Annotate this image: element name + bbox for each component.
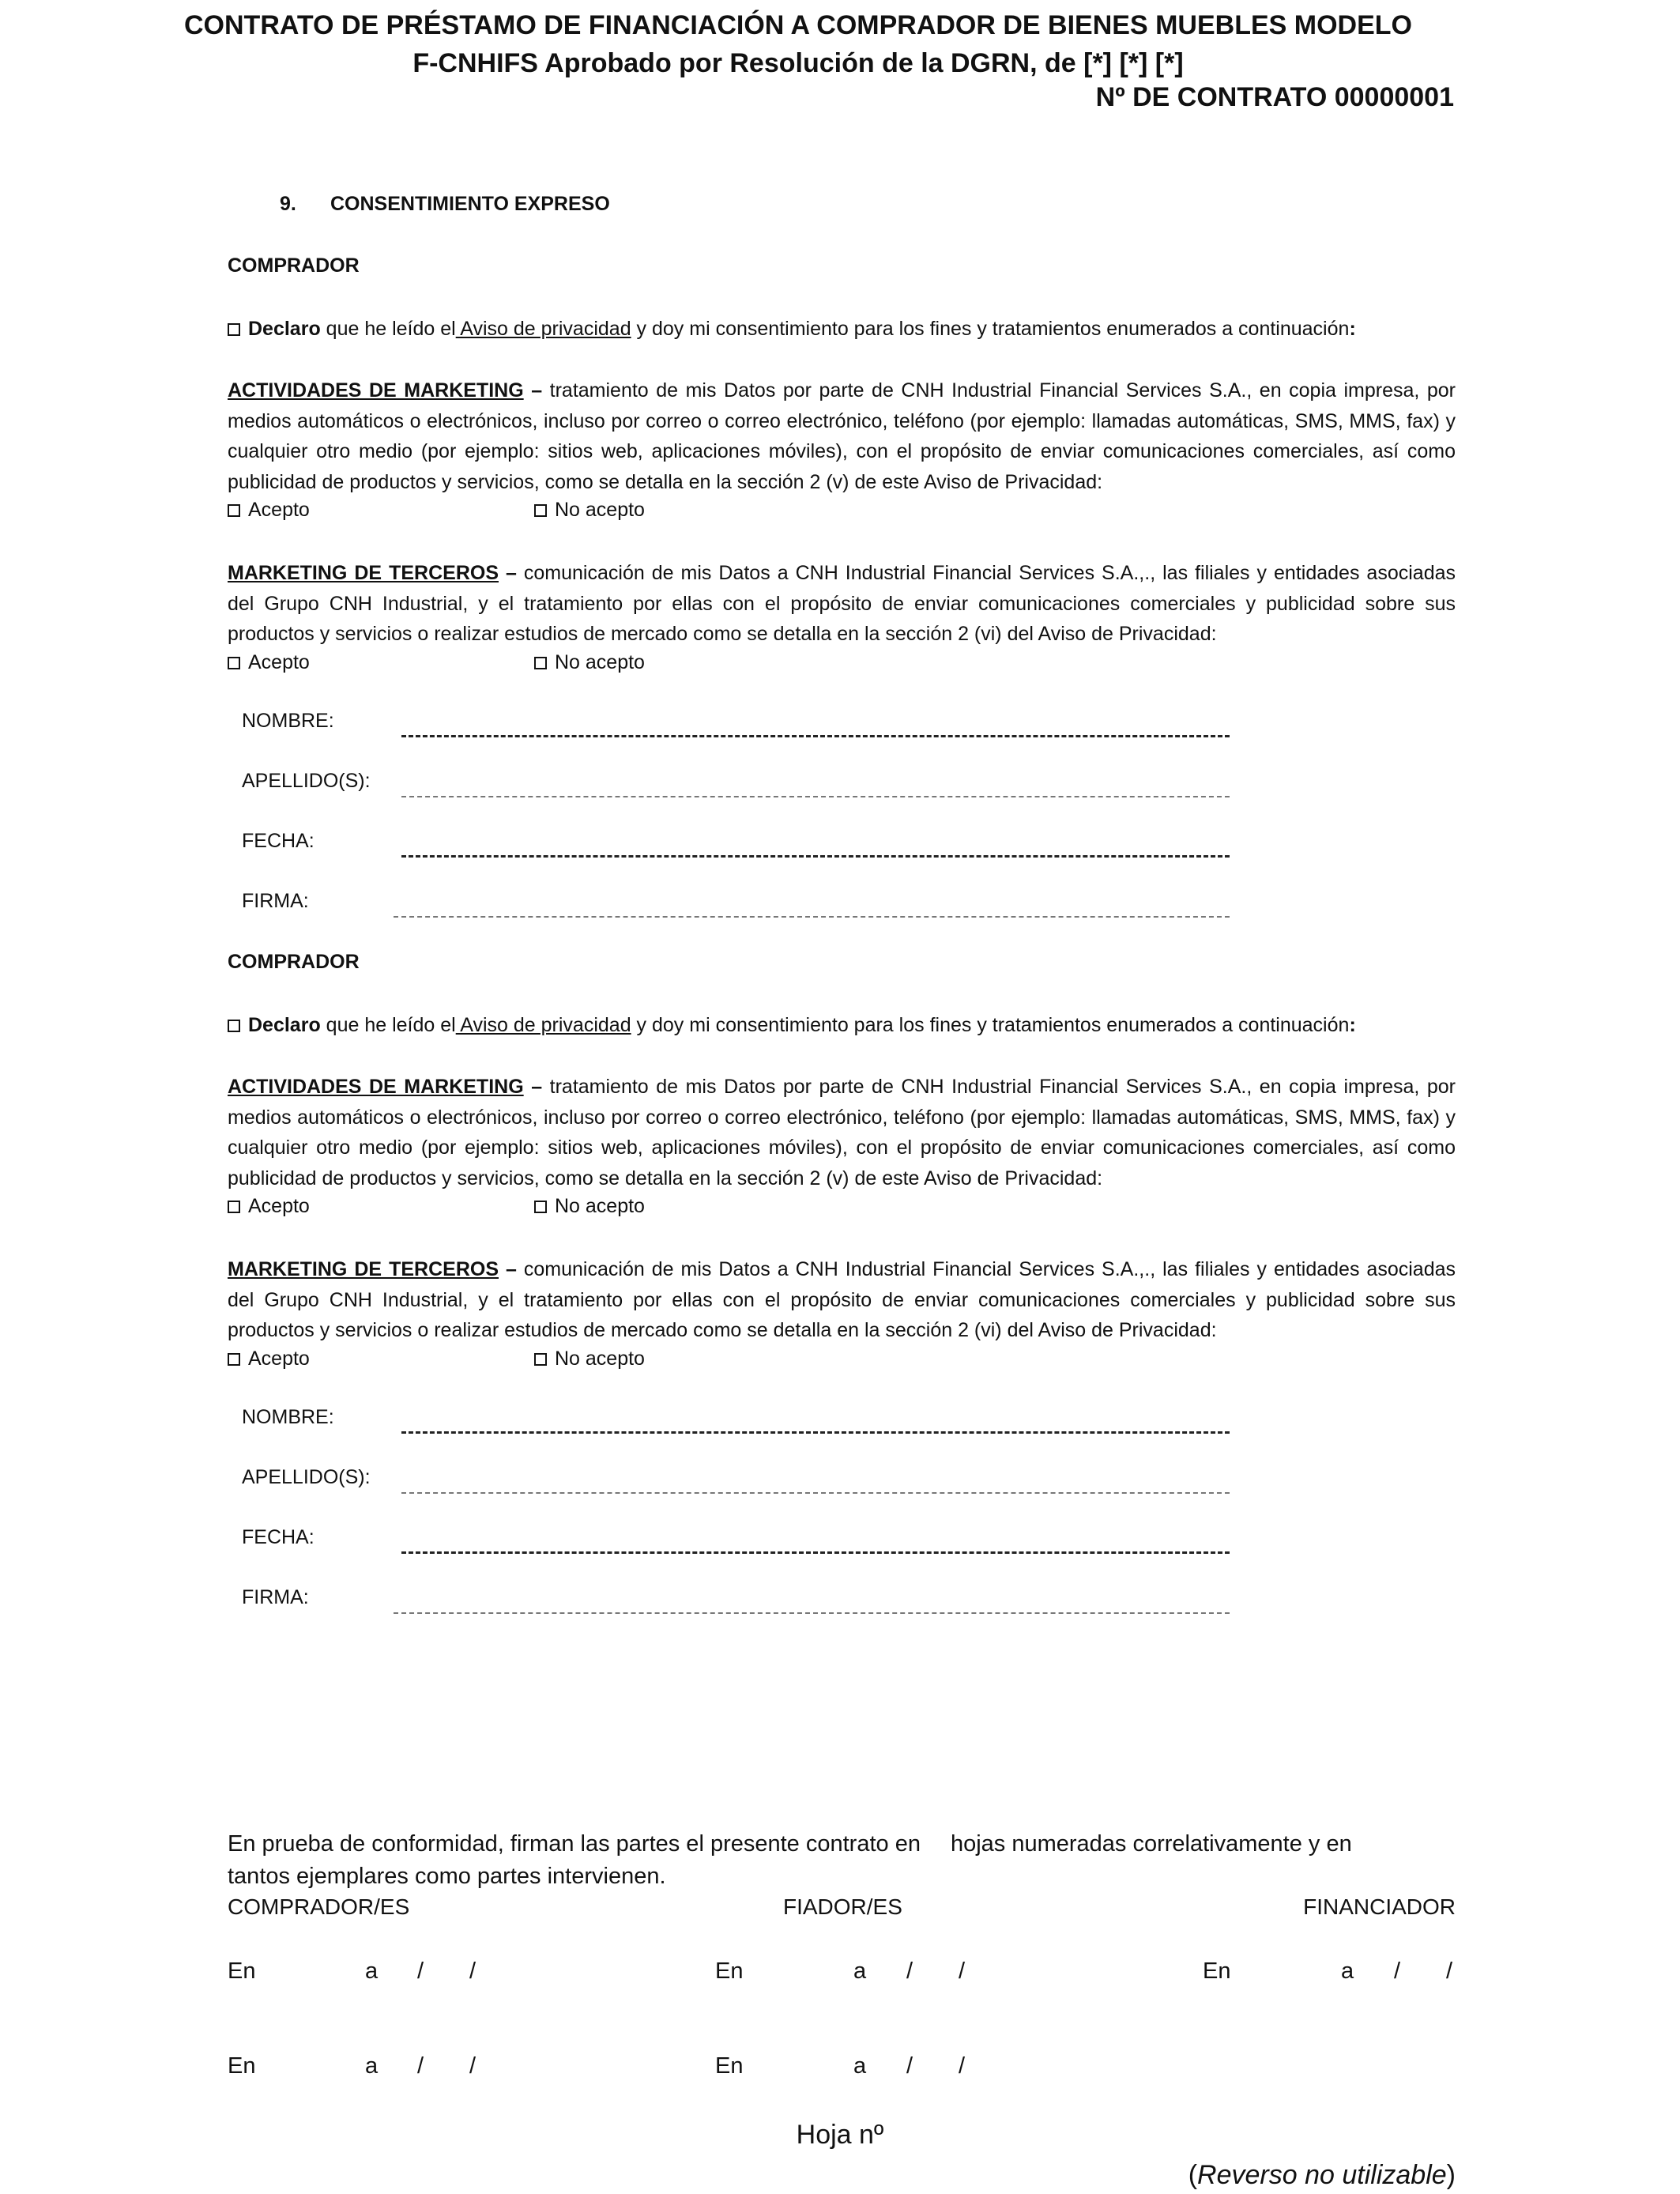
surname-label-1: APELLIDO(S): <box>242 770 371 792</box>
accept-label: Acepto <box>248 1195 310 1217</box>
declare-bold: Declaro <box>248 318 321 340</box>
marketing-accept-2[interactable] <box>228 1195 310 1218</box>
surname-field-1[interactable] <box>401 796 1230 797</box>
name-field-2[interactable] <box>401 1431 1230 1434</box>
marketing-paragraph-2 <box>228 1072 1456 1193</box>
third-party-reject-1[interactable] <box>534 651 645 674</box>
a-label: a <box>1341 1958 1354 1984</box>
reverse-note <box>1188 2160 1456 2191</box>
a-label: a <box>365 1958 379 1984</box>
third-party-dash: – <box>499 1258 517 1280</box>
checkbox[interactable] <box>228 657 240 669</box>
en-label: En <box>228 1958 256 1984</box>
marketing-dash: – <box>523 379 543 401</box>
a-label: a <box>365 2053 379 2079</box>
third-party-accept-1[interactable] <box>228 651 310 674</box>
contract-title-line1: CONTRATO DE PRÉSTAMO DE FINANCIACIÓN A COMPRADOR DE BIENES MUEBLES MODELO <box>184 10 1412 40</box>
declare-text-end: y doy mi consentimiento para los fines y tratamientos enumerados a continuación <box>631 318 1350 340</box>
paren-close: ) <box>1446 2160 1456 2190</box>
third-party-heading: MARKETING DE TERCEROS <box>228 1258 499 1280</box>
declare-line-1 <box>228 315 1460 343</box>
signature-label-1: FIRMA: <box>242 890 309 912</box>
declare-colon: : <box>1349 1014 1356 1036</box>
signature-field-2[interactable] <box>394 1612 1230 1614</box>
marketing-reject-1[interactable] <box>534 499 645 522</box>
checkbox[interactable] <box>228 504 240 517</box>
name-label-1: NOMBRE: <box>242 710 334 732</box>
marketing-accept-1[interactable] <box>228 499 310 522</box>
checkbox[interactable] <box>534 504 547 517</box>
a-label: a <box>853 2053 867 2079</box>
a-label: a <box>853 1958 867 1984</box>
declare-bold: Declaro <box>248 1014 321 1036</box>
closing-line-1 <box>228 1828 1492 1860</box>
slash: / <box>959 1958 966 1984</box>
declare-line-2 <box>228 1011 1460 1039</box>
third-party-accept-2[interactable] <box>228 1348 310 1370</box>
third-party-heading: MARKETING DE TERCEROS <box>228 562 499 584</box>
marketing-paragraph-1 <box>228 375 1456 497</box>
sheet-number: Hoja nº <box>796 2120 884 2150</box>
slash: / <box>906 1958 913 1984</box>
en-label: En <box>1203 1958 1231 1984</box>
checkbox[interactable] <box>228 1353 240 1366</box>
reject-label: No acepto <box>555 1348 645 1370</box>
accept-label: Acepto <box>248 499 310 521</box>
declare-colon: : <box>1349 318 1356 340</box>
section-title: CONSENTIMIENTO EXPRESO <box>330 193 610 215</box>
date-label-2: FECHA: <box>242 1526 315 1548</box>
financier-signatory-label: FINANCIADOR <box>1303 1894 1456 1919</box>
marketing-text: tratamiento de mis Datos por parte de CNH Industrial Financial Services S.A., en copia impresa, por medios automáticos o electrónicos, incluso por correo o correo electrónico, teléfono (por ejemplo: llamadas automáticas, SMS, MMS, fax) y cualquier otro medio (por ejemplo: sitios web, aplicaciones móviles), con el propósito de enviar comunicaciones comerciales, así como publicidad de productos y servicios, como se detalla en la sección 2 (v) de este Aviso de Privacidad: <box>228 379 1456 493</box>
slash: / <box>906 2053 913 2079</box>
declare-text: que he leído el <box>320 318 456 340</box>
privacy-notice-link[interactable]: Aviso de privacidad <box>455 318 631 340</box>
slash: / <box>469 2053 477 2079</box>
third-party-text: comunicación de mis Datos a CNH Industrial Financial Services S.A.,., las filiales y entidades asociadas del Grupo CNH Industrial, y el tratamiento por ellas con el propósito de enviar comunicaciones comerciales y publicidad sobre sus productos y servicios o realizar estudios de mercado como se detalla en la sección 2 (vi) del Aviso de Privacidad: <box>228 562 1456 645</box>
third-party-text: comunicación de mis Datos a CNH Industrial Financial Services S.A.,., las filiales y entidades asociadas del Grupo CNH Industrial, y el tratamiento por ellas con el propósito de enviar comunicaciones comerciales y publicidad sobre sus productos y servicios o realizar estudios de mercado como se detalla en la sección 2 (vi) del Aviso de Privacidad: <box>228 1258 1456 1341</box>
declare-checkbox-2[interactable] <box>228 1020 240 1032</box>
date-label-1: FECHA: <box>242 830 315 852</box>
accept-label: Acepto <box>248 1348 310 1370</box>
name-label-2: NOMBRE: <box>242 1406 334 1428</box>
third-party-paragraph-1 <box>228 558 1456 650</box>
privacy-notice-link[interactable]: Aviso de privacidad <box>455 1014 631 1036</box>
third-party-paragraph-2 <box>228 1254 1456 1346</box>
slash: / <box>417 1958 424 1984</box>
section-heading <box>280 193 610 216</box>
closing-text-a: En prueba de conformidad, firman las partes el presente contrato en <box>228 1831 921 1857</box>
slash: / <box>1394 1958 1401 1984</box>
section-number: 9. <box>280 193 296 215</box>
contract-number: Nº DE CONTRATO 00000001 <box>1095 82 1454 112</box>
guarantor-signatory-label: FIADOR/ES <box>783 1894 902 1919</box>
slash: / <box>417 2053 424 2079</box>
closing-text-b: hojas numeradas correlativamente y en <box>950 1831 1352 1857</box>
checkbox[interactable] <box>534 1353 547 1366</box>
checkbox[interactable] <box>534 1201 547 1213</box>
buyer-signatory-label: COMPRADOR/ES <box>228 1894 410 1919</box>
reverse-note-text: Reverso no utilizable <box>1197 2160 1447 2190</box>
checkbox[interactable] <box>534 657 547 669</box>
paren-open: ( <box>1188 2160 1198 2190</box>
buyer-heading-2: COMPRADOR <box>228 951 360 973</box>
contract-title-line2: F-CNHIFS Aprobado por Resolución de la DGRN, de [*] [*] [*] <box>412 48 1184 78</box>
slash: / <box>1446 1958 1453 1984</box>
date-field-2[interactable] <box>401 1551 1230 1554</box>
marketing-dash: – <box>523 1076 543 1098</box>
checkbox[interactable] <box>228 1201 240 1213</box>
buyer-heading-1: COMPRADOR <box>228 254 360 277</box>
name-field-1[interactable] <box>401 735 1230 737</box>
slash: / <box>469 1958 477 1984</box>
declare-text-end: y doy mi consentimiento para los fines y tratamientos enumerados a continuación <box>631 1014 1350 1036</box>
marketing-reject-2[interactable] <box>534 1195 645 1218</box>
accept-label: Acepto <box>248 651 310 673</box>
en-label: En <box>715 1958 744 1984</box>
reject-label: No acepto <box>555 499 645 521</box>
en-label: En <box>228 2053 256 2079</box>
date-field-1[interactable] <box>401 855 1230 858</box>
signature-label-2: FIRMA: <box>242 1586 309 1608</box>
marketing-heading: ACTIVIDADES DE MARKETING <box>228 1076 524 1098</box>
signature-field-1[interactable] <box>394 916 1230 918</box>
reject-label: No acepto <box>555 1195 645 1217</box>
slash: / <box>959 2053 966 2079</box>
third-party-dash: – <box>499 562 517 584</box>
closing-line-2: tantos ejemplares como partes intervienen. <box>228 1864 666 1889</box>
reject-label: No acepto <box>555 651 645 673</box>
declare-text: que he leído el <box>320 1014 456 1036</box>
surname-field-2[interactable] <box>401 1492 1230 1494</box>
declare-checkbox-1[interactable] <box>228 323 240 336</box>
surname-label-2: APELLIDO(S): <box>242 1466 371 1488</box>
marketing-heading: ACTIVIDADES DE MARKETING <box>228 379 524 401</box>
en-label: En <box>715 2053 744 2079</box>
marketing-text: tratamiento de mis Datos por parte de CNH Industrial Financial Services S.A., en copia impresa, por medios automáticos o electrónicos, incluso por correo o correo electrónico, teléfono (por ejemplo: llamadas automáticas, SMS, MMS, fax) y cualquier otro medio (por ejemplo: sitios web, aplicaciones móviles), con el propósito de enviar comunicaciones comerciales, así como publicidad de productos y servicios, como se detalla en la sección 2 (v) de este Aviso de Privacidad: <box>228 1076 1456 1189</box>
third-party-reject-2[interactable] <box>534 1348 645 1370</box>
